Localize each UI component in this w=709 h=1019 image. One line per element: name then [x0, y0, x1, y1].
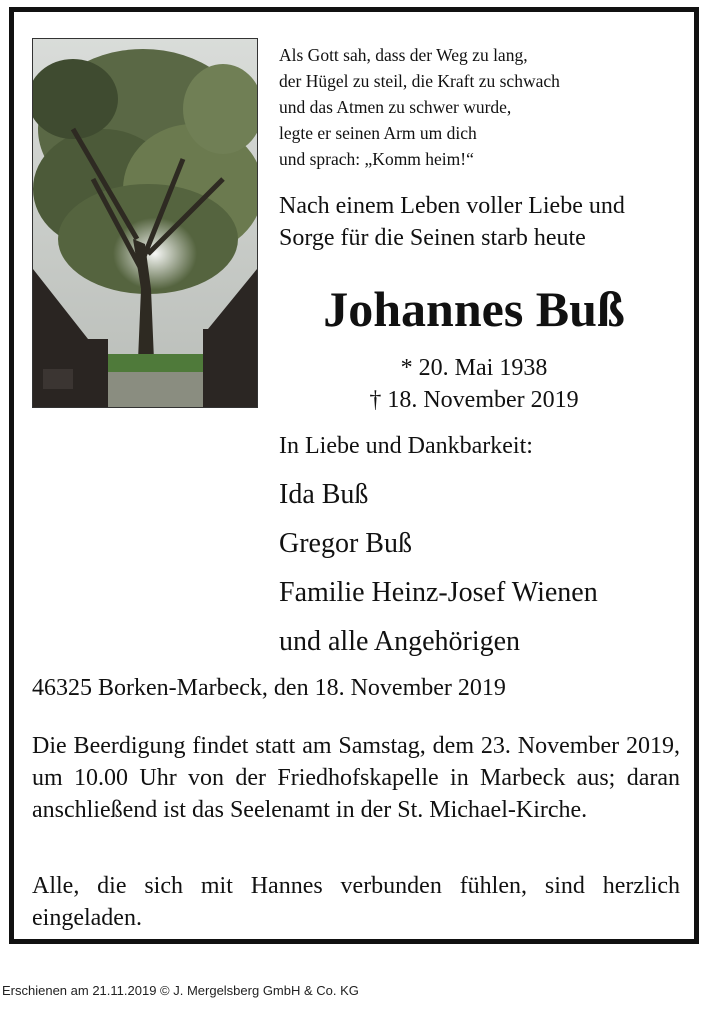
thanks-heading: In Liebe und Dankbarkeit:	[279, 433, 533, 459]
mourner: Ida Buß	[279, 479, 369, 510]
poem	[279, 42, 679, 172]
publication-footer: Erschienen am 21.11.2019 © J. Mergelsberg GmbH & Co. KG	[2, 983, 359, 998]
mourner: Gregor Buß	[279, 528, 412, 559]
invitation-text: Alle, die sich mit Hannes verbunden fühlen, sind herzlich eingeladen.	[32, 873, 680, 931]
deceased-name: Johannes Buß	[323, 281, 625, 337]
intro-text	[279, 190, 689, 254]
poem-line: der Hügel zu steil, die Kraft zu schwach	[279, 71, 560, 91]
poem-line: Als Gott sah, dass der Weg zu lang,	[279, 45, 528, 65]
mourner: Familie Heinz-Josef Wienen	[279, 577, 598, 608]
poem-line: und das Atmen zu schwer wurde,	[279, 97, 512, 117]
mourner: und alle Angehörigen	[279, 626, 521, 657]
obituary-notice	[9, 7, 699, 944]
tree-photo	[32, 38, 258, 408]
place-date: 46325 Borken-Marbeck, den 18. November 2019	[32, 675, 506, 701]
intro-line: Nach einem Leben voller Liebe und	[279, 193, 625, 219]
poem-line: und sprach: „Komm heim!“	[279, 149, 474, 169]
mourners-list	[279, 470, 598, 666]
poem-line: legte er seinen Arm um dich	[279, 123, 477, 143]
life-dates	[254, 352, 694, 416]
funeral-info: Die Beerdigung findet statt am Samstag, dem 23. November 2019, um 10.00 Uhr von der Friedhofskapelle in Marbeck aus; daran anschließend ist das Seelenamt in der St. Michael-Kirche.	[32, 733, 680, 823]
birth-date: * 20. Mai 1938	[400, 355, 548, 381]
intro-line: Sorge für die Seinen starb heute	[279, 225, 586, 251]
death-date: † 18. November 2019	[369, 387, 579, 413]
